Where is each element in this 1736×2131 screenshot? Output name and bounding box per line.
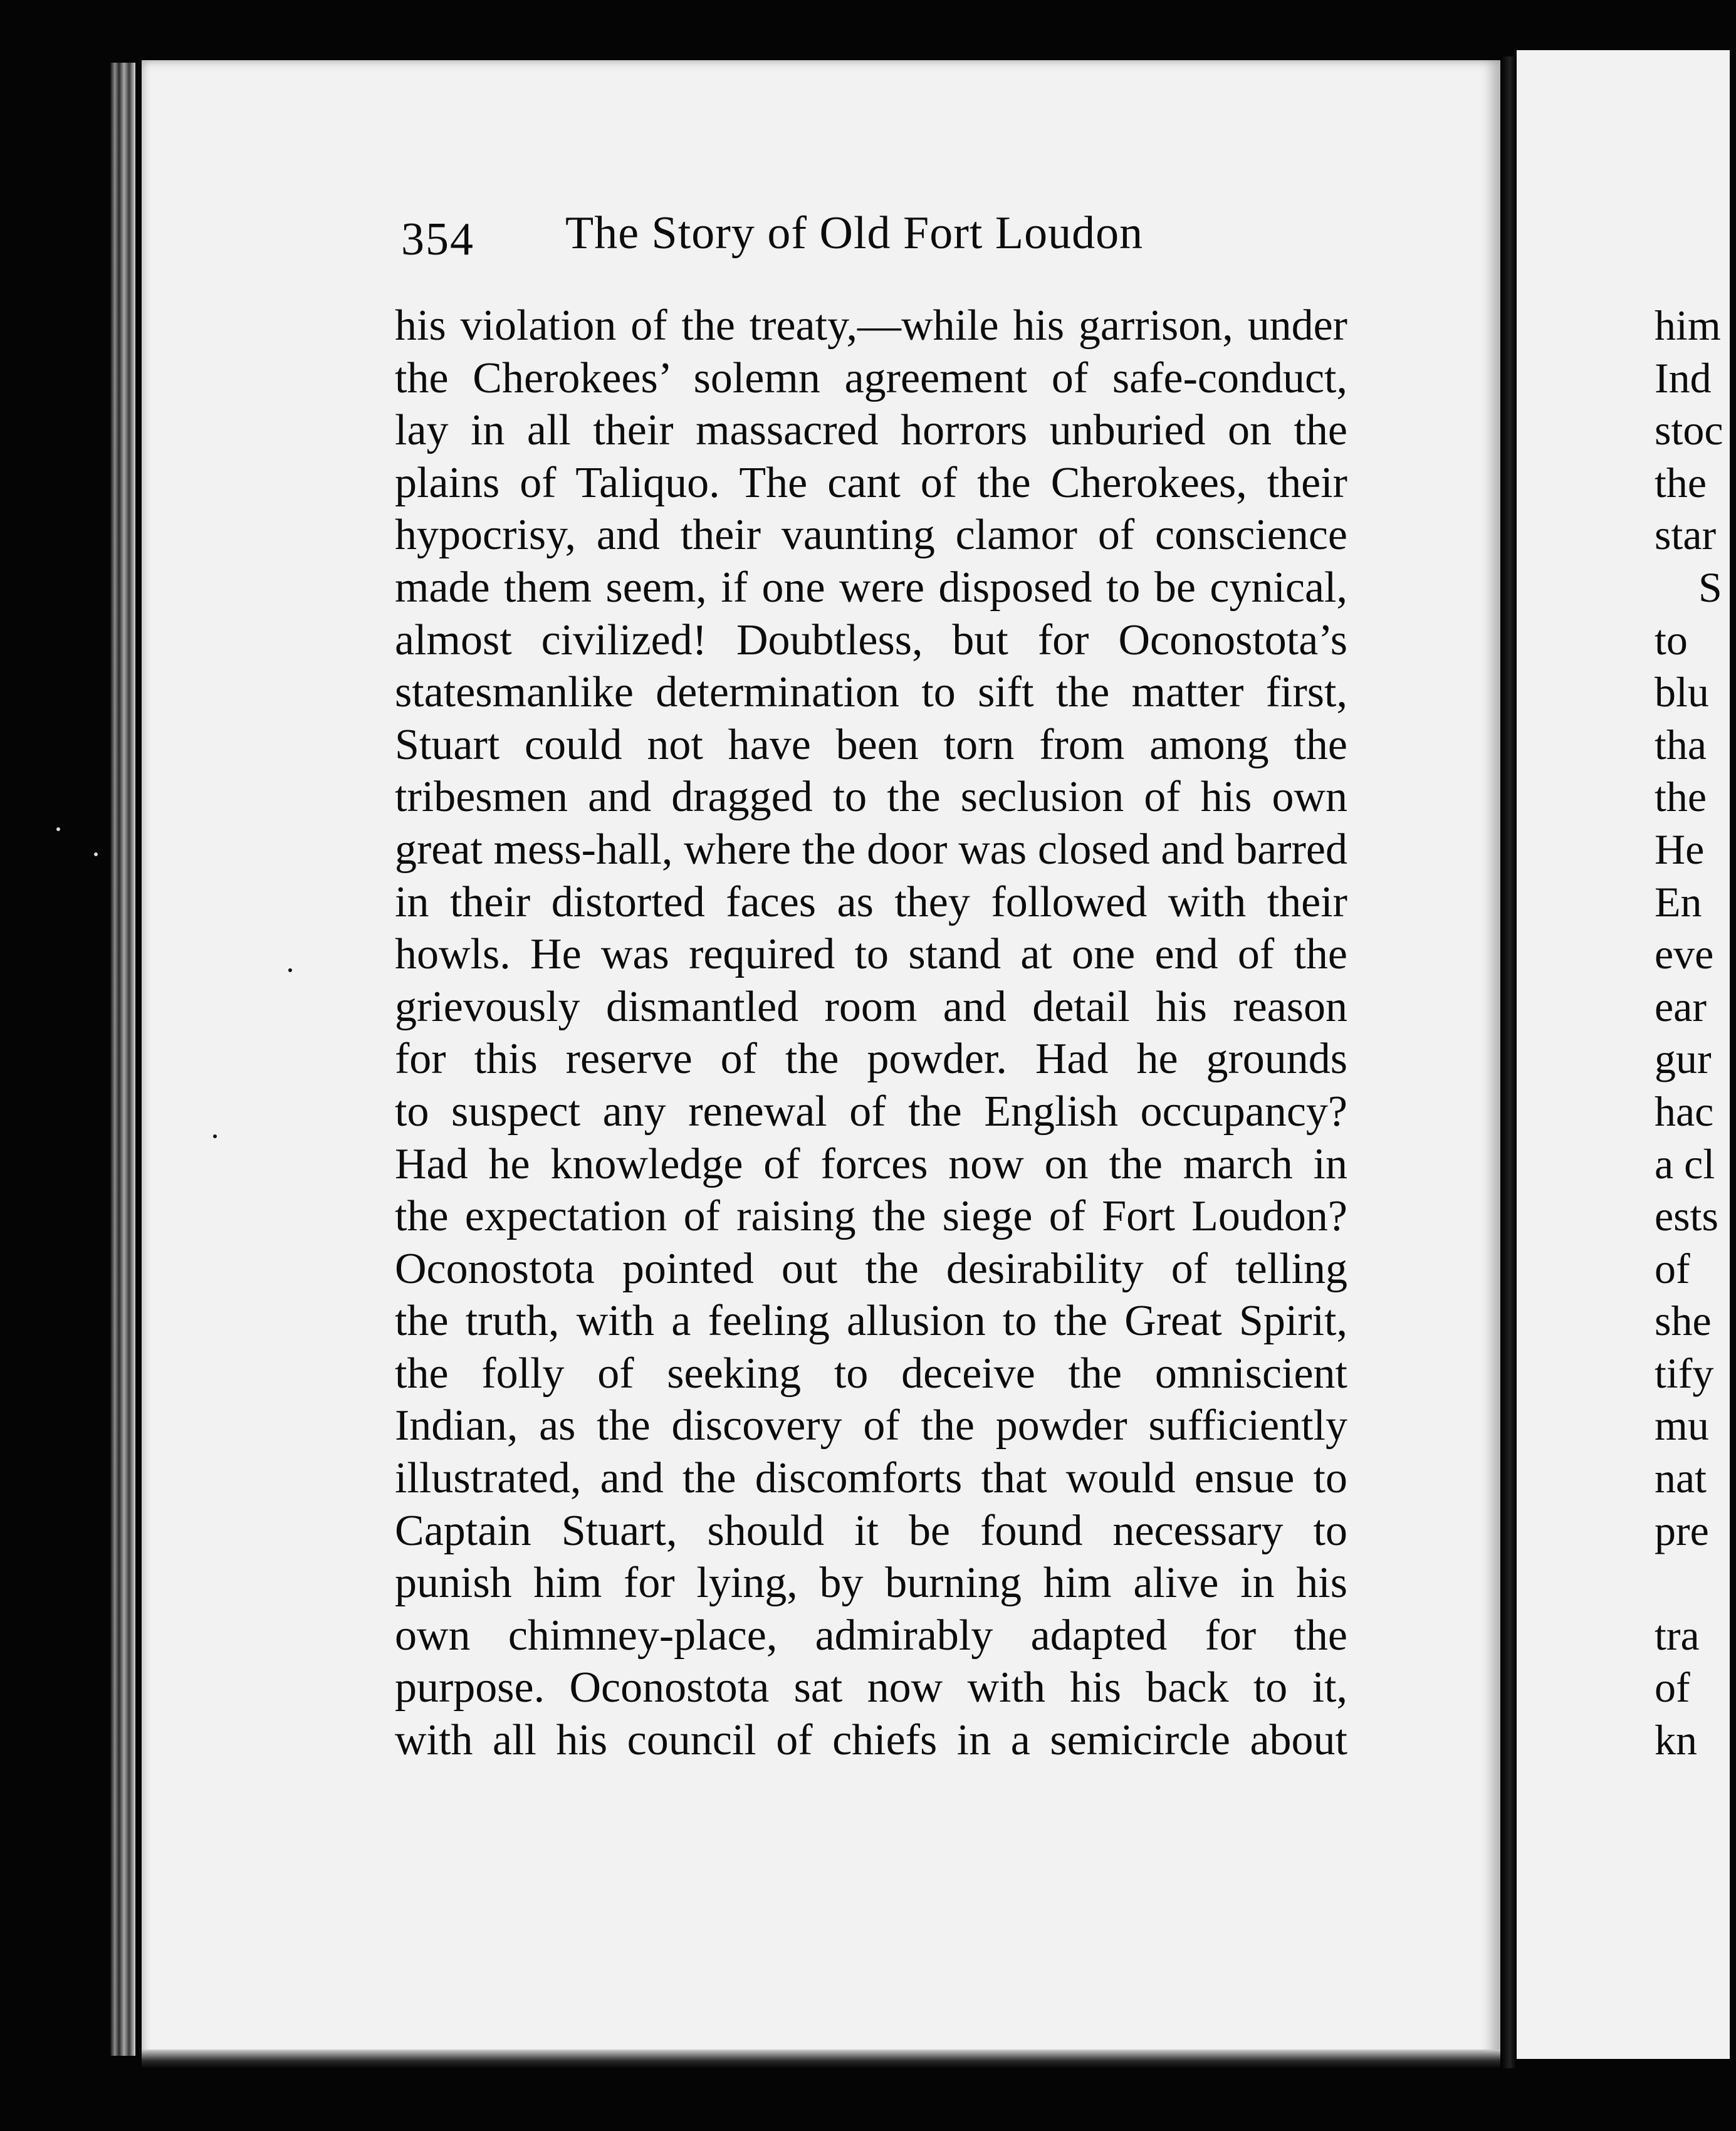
text-line: the expectation of raising the siege of Fort Loudon? [395, 1192, 1347, 1241]
text-line: the folly of seeking to deceive the omniscient [395, 1349, 1347, 1398]
text-line: the truth, with a feeling allusion to the Great Spirit, [395, 1297, 1347, 1346]
facing-text-fragment: En [1655, 877, 1702, 926]
text-line: tribesmen and dragged to the seclusion of his own [395, 773, 1347, 822]
text-line: Had he knowledge of forces now on the march in [395, 1139, 1347, 1188]
facing-text-fragment: to [1655, 615, 1688, 664]
scan-speck [56, 827, 60, 831]
text-line: the Cherokees’ solemn agreement of safe-conduct, [395, 353, 1347, 402]
facing-text-fragment: star [1655, 511, 1717, 559]
text-line: almost civilized! Doubtless, but for Oconostota’s [395, 615, 1347, 664]
text-line: to suspect any renewal of the English occupancy? [395, 1087, 1347, 1136]
facing-text-fragment: the [1655, 773, 1707, 821]
facing-text-fragment: him [1655, 301, 1721, 349]
facing-text-fragment: kn [1655, 1716, 1697, 1764]
scan-speck [94, 852, 98, 856]
facing-text-fragment: ests [1655, 1192, 1718, 1240]
facing-text-fragment [1655, 1557, 1736, 1610]
facing-text-fragment: she [1655, 1297, 1712, 1345]
facing-text-fragment: eve [1655, 930, 1714, 978]
facing-text-fragment: of [1655, 1244, 1690, 1292]
text-line: plains of Taliquo. The cant of the Cherokees, their [395, 458, 1347, 507]
text-line: illustrated, and the discomforts that would ensue to [395, 1454, 1347, 1503]
facing-text-fragment: He [1655, 825, 1705, 873]
text-line: statesmanlike determination to sift the matter first, [395, 668, 1347, 717]
text-line: lay in all their massacred horrors unburied on the [395, 406, 1347, 455]
facing-text-fragment: nat [1655, 1454, 1707, 1502]
text-line: Indian, as the discovery of the powder sufficiently [395, 1401, 1347, 1450]
page-bottom-edge [142, 2050, 1508, 2068]
facing-text-fragment: mu [1655, 1401, 1709, 1450]
text-line: Captain Stuart, should it be found necessary to [395, 1506, 1347, 1555]
facing-text-fragment: tha [1655, 720, 1707, 768]
facing-text-fragment: the [1655, 458, 1707, 506]
text-line: hypocrisy, and their vaunting clamor of conscience [395, 511, 1347, 560]
text-line: for this reserve of the powder. Had he grounds [395, 1035, 1347, 1084]
text-line: howls. He was required to stand at one end of the [395, 930, 1347, 979]
facing-text-fragment: pre [1655, 1506, 1709, 1554]
book-gutter [1500, 56, 1517, 2068]
scan-speck [288, 968, 292, 972]
facing-text-fragment: stoc [1655, 406, 1723, 454]
text-line: own chimney-place, admirably adapted for the [395, 1611, 1347, 1660]
text-line: made them seem, if one were disposed to be cynical, [395, 563, 1347, 612]
text-line: Oconostota pointed out the desirability of telling [395, 1244, 1347, 1293]
facing-text-fragment: tra [1655, 1611, 1700, 1659]
running-title: The Story of Old Fort Loudon [565, 207, 1144, 259]
facing-text-fragment: Ind [1655, 353, 1712, 402]
facing-text-fragment: a cl [1655, 1139, 1715, 1188]
facing-text-fragment: tify [1655, 1349, 1714, 1397]
running-head [401, 207, 1354, 270]
text-line: great mess-hall, where the door was closed and barred [395, 825, 1347, 874]
text-line: grievously dismantled room and detail his reason [395, 982, 1347, 1031]
scan-speck [213, 1134, 217, 1138]
book-spine-edge [110, 63, 135, 2056]
facing-text-fragment: S [1698, 563, 1722, 611]
page-number: 354 [401, 214, 474, 265]
text-line: with all his council of chiefs in a semicircle about [395, 1716, 1347, 1765]
text-line: Stuart could not have been torn from among the [395, 720, 1347, 769]
text-line: his violation of the treaty,—while his garrison, under [395, 301, 1347, 350]
facing-page-text [1655, 300, 1736, 1767]
body-text [395, 300, 1347, 1767]
text-line: in their distorted faces as they followed with their [395, 877, 1347, 926]
facing-text-fragment: hac [1655, 1087, 1714, 1135]
facing-text-fragment: gur [1655, 1035, 1712, 1083]
facing-text-fragment: of [1655, 1663, 1690, 1712]
facing-text-fragment: blu [1655, 668, 1709, 716]
text-line: purpose. Oconostota sat now with his back to it, [395, 1663, 1347, 1712]
facing-text-fragment: ear [1655, 982, 1707, 1030]
text-line: punish him for lying, by burning him alive in his [395, 1559, 1347, 1608]
